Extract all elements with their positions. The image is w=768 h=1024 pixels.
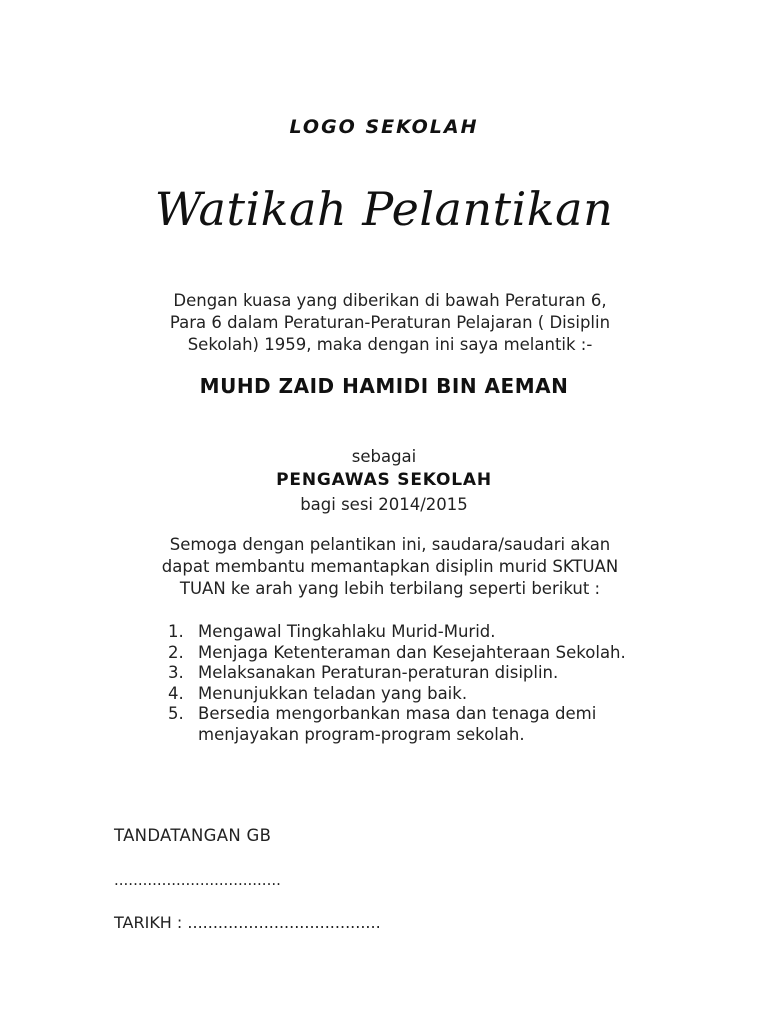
list-item [168, 622, 668, 643]
certificate-title: Watikah Pelantikan [154, 182, 614, 236]
list-item-text: Mengawal Tingkahlaku Murid-Murid. [198, 622, 496, 641]
list-item [168, 663, 668, 684]
session-text: bagi sesi 2014/2015 [300, 495, 468, 514]
signature-label: TANDATANGAN GB [114, 826, 272, 845]
list-item-text: Menunjukkan teladan yang baik. [198, 683, 468, 703]
duties-list [168, 622, 668, 745]
list-item-text: Bersedia mengorbankan masa dan tenaga demi menjayakan program-program sekolah. [198, 704, 597, 744]
as-word: sebagai [351, 447, 417, 466]
appointee-name: MUHD ZAID HAMIDI BIN AEMAN [199, 374, 569, 398]
list-item-number: 2. [168, 642, 184, 662]
list-item-number: 4. [168, 683, 184, 703]
logo-placeholder: LOGO SEKOLAH [289, 116, 479, 138]
signature-line: ................................... [114, 871, 281, 889]
date-line: TARIKH : ...................................... [114, 913, 381, 932]
list-item [168, 684, 668, 705]
list-item [168, 643, 668, 664]
list-item-number: 3. [168, 663, 184, 682]
list-item-text: Menjaga Ketenteraman dan Kesejahteraan Sekolah. [198, 642, 626, 662]
intro-paragraph: Dengan kuasa yang diberikan di bawah Peraturan 6, Para 6 dalam Peraturan-Peraturan Pelajaran ( Disiplin Sekolah) 1959, maka dengan ini saya melantik :- [169, 291, 611, 354]
position-title: PENGAWAS SEKOLAH [276, 470, 492, 490]
list-item-text: Melaksanakan Peraturan-peraturan disiplin. [198, 663, 559, 682]
list-item [168, 704, 668, 745]
hope-paragraph: Semoga dengan pelantikan ini, saudara/saudari akan dapat membantu memantapkan disiplin murid SKTUAN TUAN ke arah yang lebih terbilang seperti berikut : [161, 535, 619, 598]
list-item-number: 5. [168, 704, 184, 723]
list-item-number: 1. [168, 622, 184, 641]
